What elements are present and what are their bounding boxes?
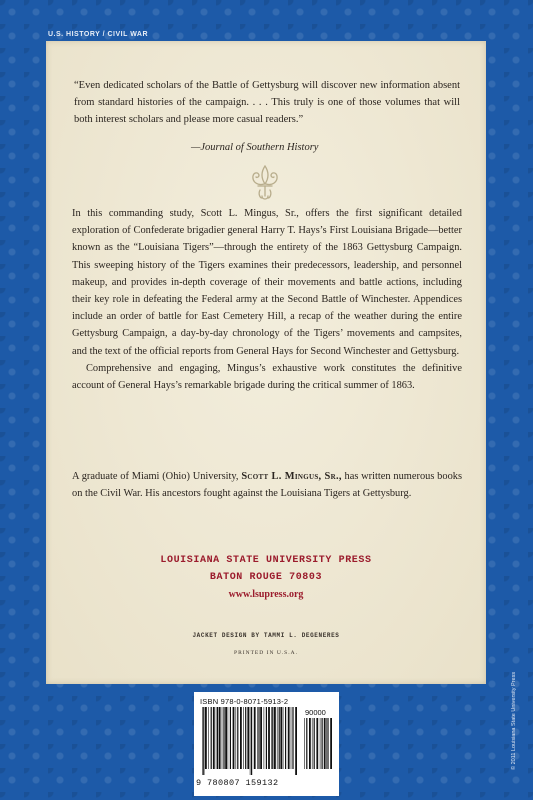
author-bio (72, 468, 462, 502)
author-bio-suffix: has written numerous books on the Civil War. His ancestors fought against the Louisiana Tigers at Gettysburg. (72, 471, 463, 500)
barcode-bar (330, 718, 332, 769)
barcode-bar (280, 707, 282, 769)
barcode-bar (225, 707, 227, 769)
review-quote: “Even dedicated scholars of the Battle of Gettysburg will discover new information absent from standard histories of the campaign. . . . This truly is one of those volumes that will both interest scholars and please more casual readers.” (74, 80, 460, 125)
ean-number: 9 780807 159132 (196, 778, 279, 788)
barcode-bar (306, 718, 307, 769)
barcode-bar (324, 718, 326, 769)
barcode-bar (254, 707, 256, 769)
barcode-bar (202, 707, 203, 775)
jacket-credit: JACKET DESIGN BY TAMMI L. DEGENERES (192, 632, 340, 639)
isbn-number: ISBN 978-0-8071-5913-2 (200, 697, 289, 706)
publisher-city: BATON ROUGE 70803 (209, 572, 323, 583)
barcode-bar (295, 707, 297, 775)
barcode-bar (250, 707, 251, 775)
barcode-bar (272, 707, 273, 769)
barcode-bar (271, 707, 272, 769)
category-label: U.S. HISTORY / CIVIL WAR (48, 31, 149, 38)
barcode-bar (304, 718, 305, 769)
ean-barcode-bars (202, 707, 298, 775)
printed-in: PRINTED IN U.S.A. (234, 650, 298, 656)
barcode-bar (260, 707, 262, 769)
isbn-barcode (194, 692, 339, 796)
description-paragraph: Comprehensive and engaging, Mingus’s exhaustive work constitutes the definitive account of General Hays’s remarkable brigade during the critical summer of 1863. (72, 362, 462, 392)
barcode-bar (285, 707, 286, 769)
barcode-bar (320, 718, 321, 769)
barcode-bar (243, 707, 244, 769)
author-name: Scott L. Mingus, Sr., (241, 471, 342, 482)
barcode-bar (288, 707, 290, 769)
barcode-bar (217, 707, 218, 769)
barcode-bar (309, 718, 311, 769)
barcode-bar (228, 707, 229, 769)
barcode-bar (203, 707, 204, 775)
barcode-bar (292, 707, 293, 769)
barcode-bar (266, 707, 267, 769)
barcode-bar (326, 718, 327, 769)
barcode-bar (245, 707, 246, 769)
barcode-bar (216, 707, 217, 769)
barcode-bar (264, 707, 265, 769)
book-description (72, 205, 462, 394)
barcode-bar (222, 707, 223, 769)
barcode-bar (219, 707, 221, 769)
barcode-bar (316, 718, 318, 769)
barcode-bar (233, 707, 235, 769)
barcode-bar (327, 718, 328, 769)
barcode-bar (213, 707, 215, 769)
barcode-bar (283, 707, 284, 769)
publisher-block (46, 552, 486, 603)
barcode-bar (208, 707, 209, 769)
barcode-bar (314, 718, 315, 769)
fleur-de-lis-icon (247, 163, 283, 203)
barcode-bar (247, 707, 249, 769)
barcode-bar (236, 707, 237, 769)
barcode-bar (274, 707, 276, 769)
publisher-url[interactable]: www.lsupress.org (228, 589, 304, 600)
author-bio-prefix: A graduate of Miami (Ohio) University, (72, 471, 242, 482)
price-code: 90000 (305, 708, 326, 717)
barcode-bar (258, 707, 259, 769)
barcode-bar (257, 707, 258, 769)
barcode-bar (240, 707, 242, 769)
barcode-bar (279, 707, 280, 769)
addon-barcode-bars (304, 718, 334, 775)
text-panel (46, 41, 486, 684)
barcode-bar (230, 707, 231, 769)
barcode-bar (205, 707, 207, 769)
barcode-bar (322, 718, 323, 769)
barcode-bar (291, 707, 292, 769)
barcode-bar (312, 718, 313, 769)
barcode-bar (251, 707, 252, 775)
barcode-bar (237, 707, 238, 769)
copyright-notice: © 2011 Louisiana State University Press (511, 671, 517, 770)
description-paragraph: In this commanding study, Scott L. Mingus, Sr., offers the first significant detailed exploration of Confederate brigadier general Harry T. Hays’s First Louisiana Brigade—better known as the “Louisiana Tigers”—through the entirety of the 1863 Gettysburg Campaign. This sweeping history of the Tigers examines their predecessors, leadership, and personnel makeup, and provides in-depth coverage of their movements and battle actions, including their key role in defeating the Federal army at the Second Battle of Winchester. Appendices include an order of battle for East Cemetery Hill, a recap of the weather during the entire Gettysburg Campaign, a day-by-day chronology of the Tigers’ movements and campsites, and the text of the official reports from General Hays for Second Winchester and Gettysburg. (72, 208, 462, 357)
barcode-bar (277, 707, 278, 769)
barcode-bar (223, 707, 224, 769)
barcode-bar (211, 707, 212, 769)
barcode-bar (268, 707, 270, 769)
quote-source: —Journal of Southern History (191, 142, 319, 153)
publisher-name: LOUISIANA STATE UNIVERSITY PRESS (160, 555, 372, 566)
